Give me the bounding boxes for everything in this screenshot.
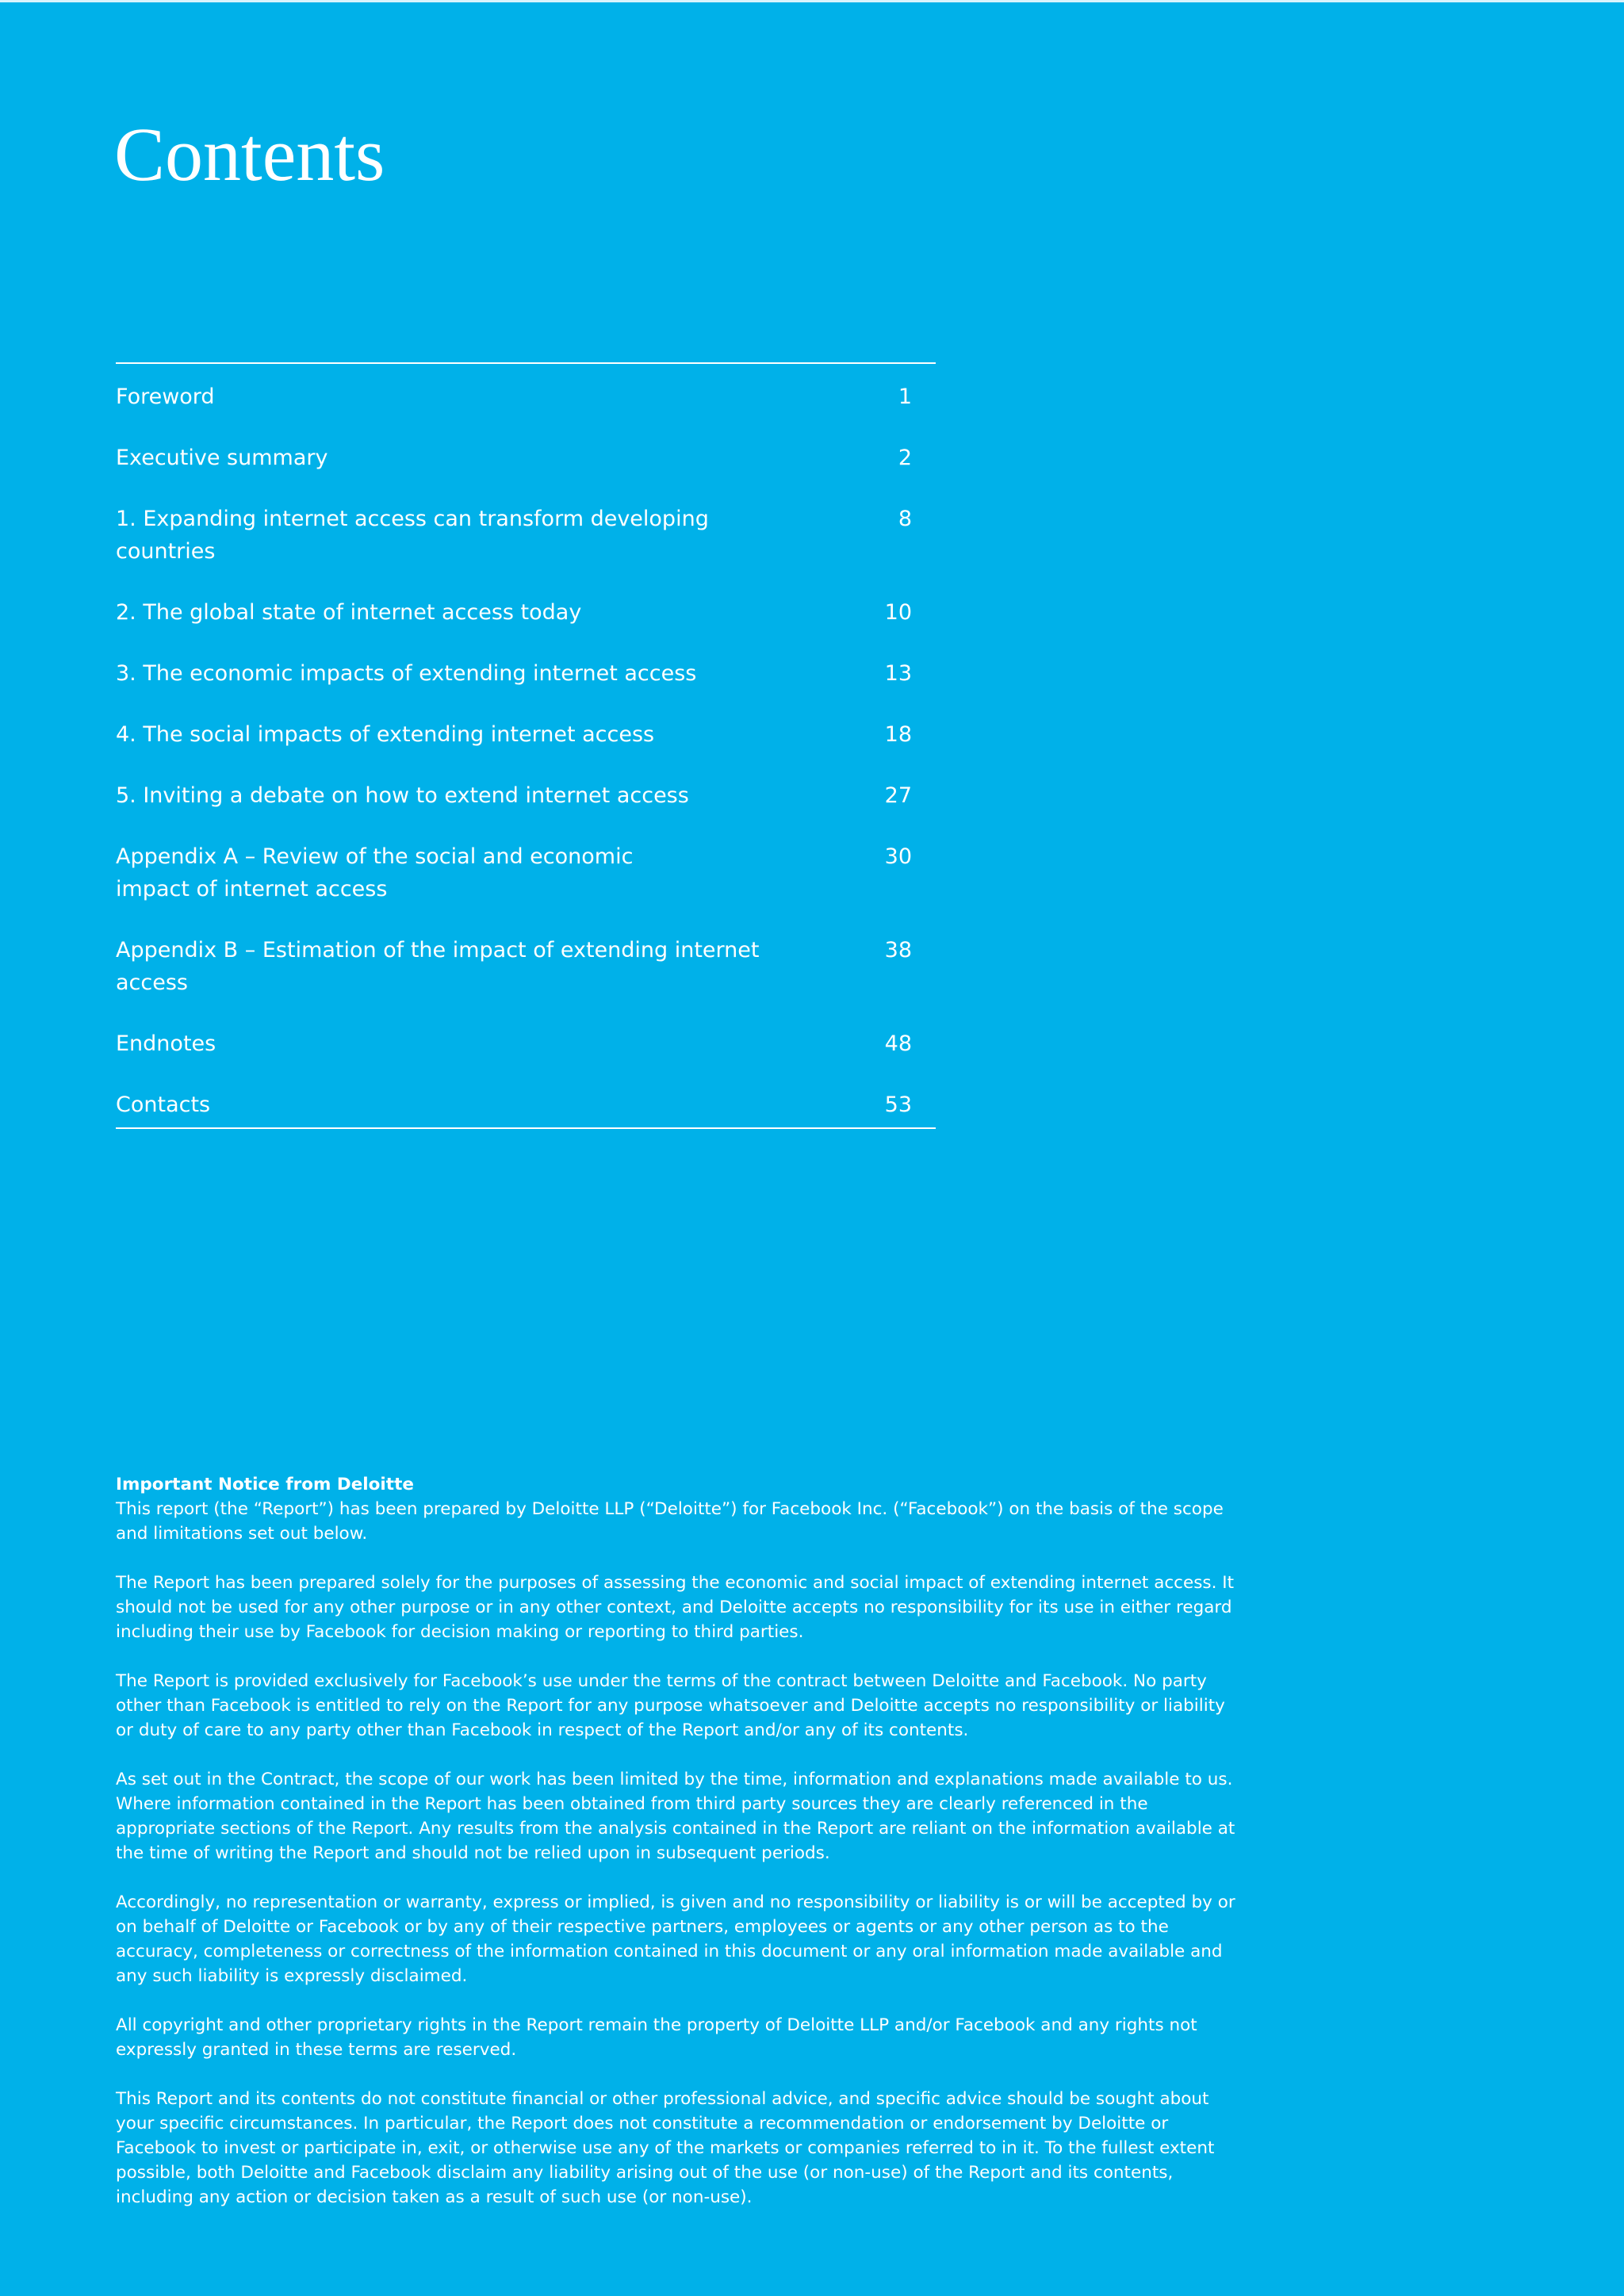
toc-entry-label: Endnotes: [116, 1031, 216, 1056]
toc-entry-chapter-5[interactable]: [116, 768, 936, 829]
toc-entry-label: 5. Inviting a debate on how to extend internet access: [116, 783, 689, 808]
notice-heading: Important Notice from Deloitte: [116, 1475, 414, 1494]
toc-entry-chapter-1[interactable]: [116, 492, 936, 585]
toc-entry-page: 38: [884, 938, 912, 962]
toc-entry-page: 27: [884, 783, 912, 808]
toc-entry-contacts[interactable]: [116, 1077, 936, 1127]
toc-entry-label: Appendix A – Review of the social and economic impact of internet access: [116, 844, 634, 901]
toc-entry-page: 30: [884, 844, 912, 869]
toc-entry-executive-summary[interactable]: [116, 430, 936, 492]
notice-paragraph: Accordingly, no representation or warranty, express or implied, is given and no responsibility or liability is or will be accepted by or on behalf of Deloitte or Facebook or by any of their respective partners, employees or agents or any other person as to the accuracy, completeness or correctness of the information contained in this document or any oral information made available and any such liability is expressly disclaimed.: [116, 1892, 1235, 1986]
notice-paragraph: This Report and its contents do not constitute financial or other professional advice, and specific advice should be sought about your specific circumstances. In particular, the Report does not constitute a recommendation or endorsement by Deloitte or Facebook to invest or participate in, exit, or otherwise use any of the markets or companies referred to in it. To the fullest extent possible, both Deloitte and Facebook disclaim any liability arising out of the use (or non-use) of the Report and its contents, including any action or decision taken as a result of such use (or non-use).: [116, 2089, 1215, 2207]
toc-entry-page: 18: [884, 722, 912, 747]
toc-entry-label: 2. The global state of internet access today: [116, 600, 582, 625]
toc-entry-appendix-a[interactable]: [116, 829, 936, 923]
table-of-contents: [116, 362, 936, 1129]
toc-entry-endnotes[interactable]: [116, 1016, 936, 1077]
toc-entry-label: 3. The economic impacts of extending internet access: [116, 661, 697, 686]
toc-entry-page: 10: [884, 600, 912, 625]
notice-paragraph: The Report has been prepared solely for the purposes of assessing the economic and social impact of extending internet access. It should not be used for any other purpose or in any other context, and Deloitte accepts no responsibility for its use in either regard including their use by Facebook for decision making or reporting to third parties.: [116, 1573, 1235, 1642]
toc-entry-chapter-3[interactable]: [116, 646, 936, 707]
toc-entry-page: 48: [884, 1031, 912, 1056]
toc-entry-chapter-2[interactable]: [116, 585, 936, 646]
toc-entry-label: Foreword: [116, 385, 215, 409]
toc-entry-page: 8: [898, 507, 912, 531]
toc-entry-chapter-4[interactable]: [116, 707, 936, 768]
page-title: Contents: [114, 112, 385, 197]
toc-entry-label: Contacts: [116, 1093, 211, 1117]
notice-paragraph: As set out in the Contract, the scope of our work has been limited by the time, information and explanations made available to us. Where information contained in the Report has been obtained from third party sources they are clearly referenced in the appropriate sections of the Report. Any results from the analysis contained in the Report are reliant on the information available at the time of writing the Report and should not be relied upon in subsequent periods.: [116, 1770, 1235, 1863]
toc-entry-foreword[interactable]: [116, 369, 936, 430]
toc-entry-page: 1: [898, 385, 912, 409]
top-border-line: [0, 0, 1624, 2]
toc-entry-appendix-b[interactable]: [116, 923, 936, 1016]
notice-paragraph: All copyright and other proprietary rights in the Report remain the property of Deloitte LLP and/or Facebook and any rights not expressly granted in these terms are reserved.: [116, 2015, 1197, 2060]
toc-entry-label: Appendix B – Estimation of the impact of extending internet access: [116, 938, 760, 995]
toc-entry-page: 13: [884, 661, 912, 686]
important-notice: [116, 1472, 1242, 2234]
toc-entry-label: 1. Expanding internet access can transform developing countries: [116, 507, 709, 564]
toc-entry-label: Executive summary: [116, 446, 328, 470]
notice-paragraph: This report (the “Report”) has been prepared by Deloitte LLP (“Deloitte”) for Facebook Inc. (“Facebook”) on the basis of the scope and limitations set out below.: [116, 1499, 1224, 1544]
notice-paragraph: The Report is provided exclusively for Facebook’s use under the terms of the contract between Deloitte and Facebook. No party other than Facebook is entitled to rely on the Report for any purpose whatsoever and Deloitte accepts no responsibility or liability or duty of care to any party other than Facebook in respect of the Report and/or any of its contents.: [116, 1671, 1225, 1740]
toc-entry-page: 53: [884, 1093, 912, 1117]
toc-entry-page: 2: [898, 446, 912, 470]
toc-entry-label: 4. The social impacts of extending internet access: [116, 722, 655, 747]
